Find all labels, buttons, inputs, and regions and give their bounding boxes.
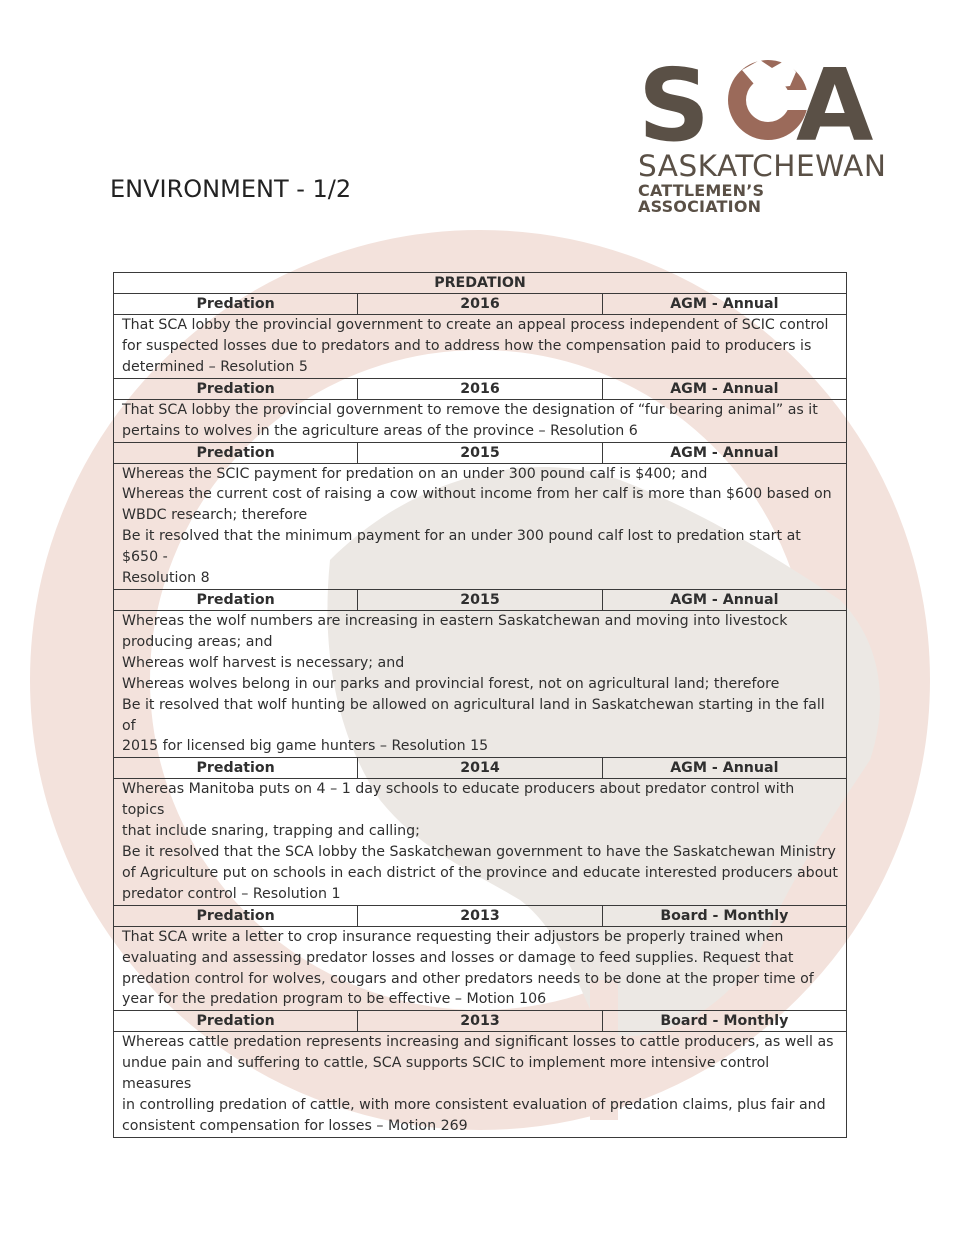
entry-header-row [114, 905, 847, 926]
entry-text-row [114, 1032, 847, 1138]
entry-text-row [114, 779, 847, 905]
entry-text-line: producing areas; and [122, 633, 273, 650]
entry-text-line: Be it resolved that the minimum payment for an under 300 pound calf lost to predation start at $650 - [122, 528, 801, 566]
entry-year: 2015 [358, 589, 602, 610]
entry-text-row [114, 463, 847, 589]
entry-year: 2014 [358, 758, 602, 779]
entry-text [114, 779, 847, 905]
entry-header-row [114, 589, 847, 610]
entry-text-line: evaluating and assessing predator losses and losses or damage to feed supplies. Request that [122, 949, 794, 966]
entry-text [114, 399, 847, 442]
entry-text-line: Be it resolved that the SCA lobby the Saskatchewan government to have the Saskatchewan Ministry [122, 844, 836, 861]
svg-text:A: A [796, 47, 874, 150]
entry-header-row [114, 1011, 847, 1032]
entry-text-line: Resolution 8 [122, 570, 210, 587]
logo-letters: SCA [630, 40, 633, 41]
entry-meeting-type: AGM - Annual [602, 442, 846, 463]
entry-text-line: That SCA write a letter to crop insurance requesting their adjustors be properly trained when [122, 928, 784, 945]
entry-text-line: WBDC research; therefore [122, 507, 308, 524]
entry-year: 2015 [358, 442, 602, 463]
entry-topic: Predation [114, 378, 358, 399]
entry-text [114, 315, 847, 379]
entry-text-line: that include snaring, trapping and calling; [122, 823, 420, 840]
entry-topic: Predation [114, 294, 358, 315]
logo-name: SASKATCHEWAN [638, 149, 887, 183]
entry-text-line: That SCA lobby the provincial government to remove the designation of “fur bearing animal” as it [122, 401, 818, 418]
entry-meeting-type: AGM - Annual [602, 378, 846, 399]
entry-text-line: Whereas the SCIC payment for predation on an under 300 pound calf is $400; and [122, 465, 708, 482]
entry-meeting-type: Board - Monthly [602, 905, 846, 926]
page-title: ENVIRONMENT - 1/2 [110, 175, 352, 203]
table-title: PREDATION [114, 273, 847, 294]
entry-meeting-type: AGM - Annual [602, 758, 846, 779]
entry-text [114, 926, 847, 1011]
entry-text-line: pertains to wolves in the agriculture areas of the province – Resolution 6 [122, 422, 638, 439]
entry-text-row [114, 399, 847, 442]
entry-text-line: Whereas the wolf numbers are increasing in eastern Saskatchewan and moving into livestock [122, 612, 788, 629]
entry-text-line: consistent compensation for losses – Motion 269 [122, 1118, 468, 1134]
entry-topic: Predation [114, 758, 358, 779]
entry-year: 2013 [358, 905, 602, 926]
entry-text-line: undue pain and suffering to cattle, SCA supports SCIC to implement more intensive control measures [122, 1055, 770, 1093]
entry-text-line: Whereas wolves belong in our parks and provincial forest, not on agricultural land; therefore [122, 675, 780, 692]
entry-text-line: Whereas the current cost of raising a cow without income from her calf is more than $600 based on [122, 486, 832, 503]
logo-subname: CATTLEMEN’S ASSOCIATION [638, 181, 765, 216]
entry-topic: Predation [114, 589, 358, 610]
entry-text-line: predator control – Resolution 1 [122, 885, 341, 902]
entry-text [114, 610, 847, 757]
entry-text-line: Whereas wolf harvest is necessary; and [122, 654, 405, 671]
entry-text-line: Be it resolved that wolf hunting be allowed on agricultural land in Saskatchewan starting in the fall of [122, 696, 825, 734]
entry-header-row [114, 294, 847, 315]
entry-topic: Predation [114, 905, 358, 926]
entry-year: 2013 [358, 1011, 602, 1032]
table-title-row [114, 273, 847, 294]
svg-text:S: S [638, 47, 711, 150]
entry-header-row [114, 378, 847, 399]
entry-year: 2016 [358, 378, 602, 399]
sca-logo [630, 40, 890, 216]
entry-meeting-type: AGM - Annual [602, 294, 846, 315]
entry-text [114, 463, 847, 589]
sca-logo-mark [630, 40, 890, 150]
entry-text-row [114, 610, 847, 757]
entry-text-line: Whereas cattle predation represents increasing and significant losses to cattle producers, as well as [122, 1034, 834, 1051]
entry-text [114, 1032, 847, 1138]
entry-header-row [114, 758, 847, 779]
entry-text-line: That SCA lobby the provincial government to create an appeal process independent of SCIC control [122, 317, 829, 333]
entry-year: 2016 [358, 294, 602, 315]
entry-text-line: Whereas Manitoba puts on 4 – 1 day schools to educate producers about predator control with topics [122, 781, 795, 819]
entry-text-line: year for the predation program to be effective – Motion 106 [122, 991, 547, 1008]
entry-header-row [114, 442, 847, 463]
entry-meeting-type: Board - Monthly [602, 1011, 846, 1032]
entry-meeting-type: AGM - Annual [602, 589, 846, 610]
entry-text-line: predation control for wolves, cougars and other predators needs to be done at the proper time of [122, 970, 814, 987]
entry-text-line: of Agriculture put on schools in each district of the province and educate interested producers about [122, 864, 838, 881]
entry-topic: Predation [114, 1011, 358, 1032]
entry-text-row [114, 926, 847, 1011]
entry-text-line: determined – Resolution 5 [122, 358, 308, 375]
entry-text-row [114, 315, 847, 379]
predation-resolutions-table [113, 272, 847, 1138]
entry-text-line: 2015 for licensed big game hunters – Resolution 15 [122, 738, 489, 755]
entry-text-line: for suspected losses due to predators and to address how the compensation paid to producers is [122, 337, 812, 354]
entry-text-line: in controlling predation of cattle, with more consistent evaluation of predation claims, plus fair and [122, 1097, 826, 1114]
entry-topic: Predation [114, 442, 358, 463]
